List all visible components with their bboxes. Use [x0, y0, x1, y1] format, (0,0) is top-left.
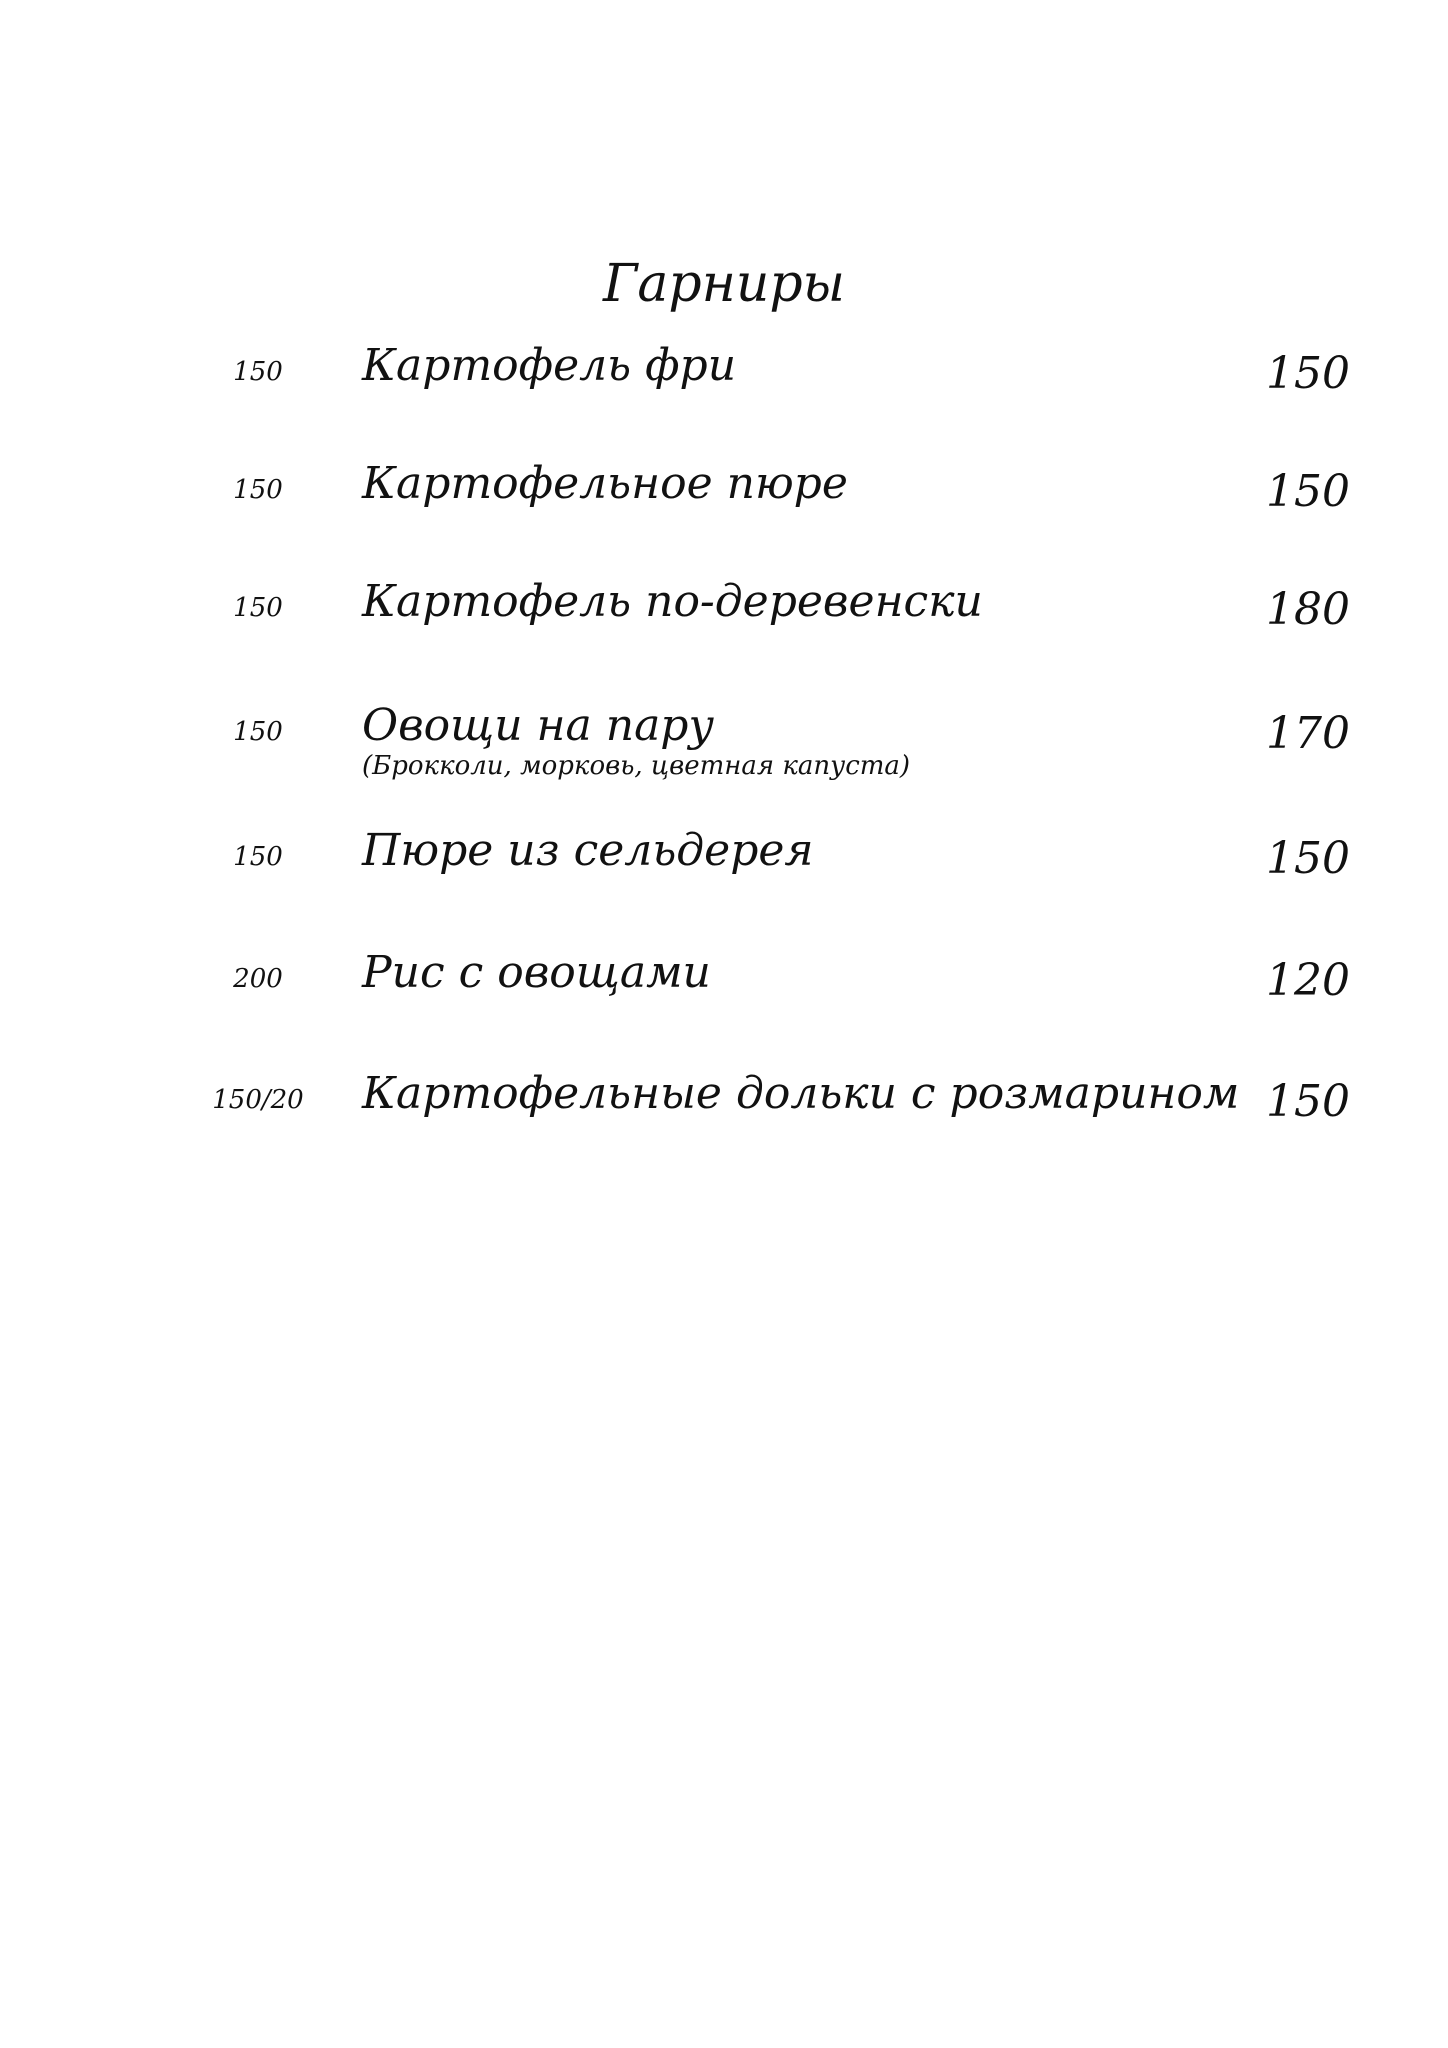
item-price: 120 [1266, 955, 1350, 1006]
item-name: Пюре из сельдерея [362, 825, 814, 876]
item-price: 150 [1266, 348, 1350, 399]
item-name: Овощи на пару [362, 700, 714, 751]
item-price: 150 [1266, 1076, 1350, 1127]
item-name: Картофель по-деревенски [362, 576, 983, 627]
item-weight: 150 [233, 475, 283, 505]
item-weight: 150 [233, 842, 283, 872]
item-name: Картофель фри [362, 340, 737, 391]
menu-item-rice-with-vegetables [0, 947, 1448, 1047]
item-weight: 200 [233, 964, 283, 994]
item-name: Картофельное пюре [362, 458, 848, 509]
page-title: Гарниры [602, 254, 846, 314]
menu-item-steamed-vegetables [0, 700, 1448, 800]
item-name: Рис с овощами [362, 947, 711, 998]
item-price: 150 [1266, 466, 1350, 517]
item-weight: 150 [233, 717, 283, 747]
item-price: 150 [1266, 833, 1350, 884]
menu-item-celery-puree [0, 825, 1448, 925]
menu-item-mashed-potatoes [0, 458, 1448, 558]
menu-item-french-fries [0, 340, 1448, 440]
item-name: Картофельные дольки с розмарином [362, 1068, 1240, 1119]
item-price: 180 [1266, 584, 1350, 635]
item-weight: 150 [233, 593, 283, 623]
item-description: (Брокколи, морковь, цветная капуста) [362, 751, 911, 781]
menu-item-country-potatoes [0, 576, 1448, 676]
item-weight: 150 [233, 357, 283, 387]
item-weight: 150/20 [212, 1085, 304, 1115]
menu-item-potato-wedges-rosemary [0, 1068, 1448, 1168]
item-price: 170 [1266, 708, 1350, 759]
